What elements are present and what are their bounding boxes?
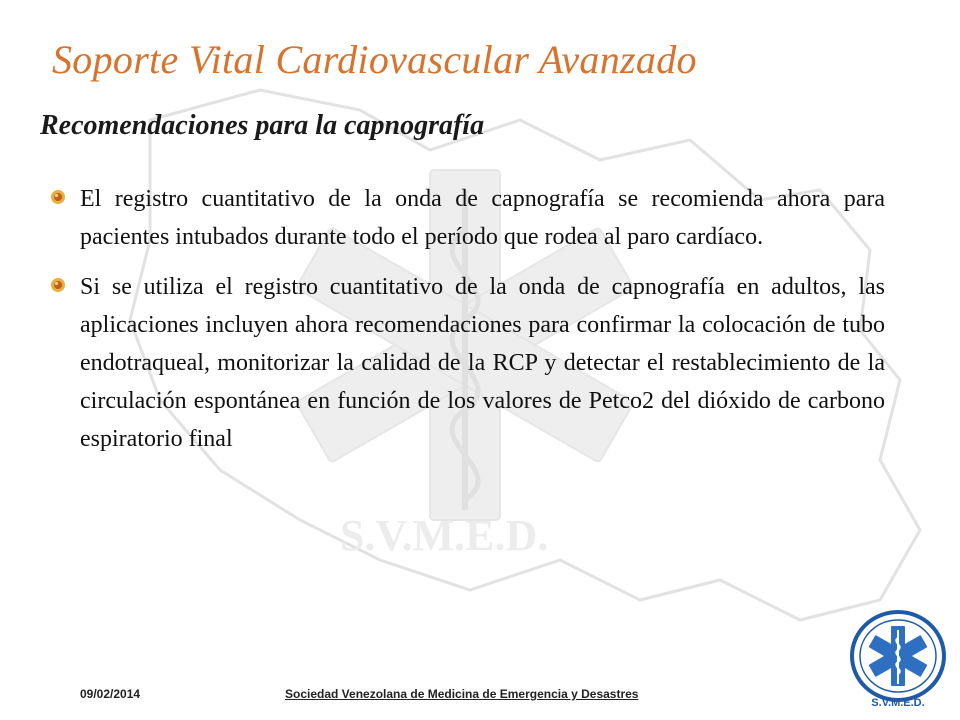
logo-label: S.V.M.E.D. — [871, 697, 925, 709]
sun-bullet-icon — [50, 180, 80, 210]
slide-title: Soporte Vital Cardiovascular Avanzado — [52, 37, 697, 82]
bullet-item — [50, 268, 885, 458]
footer-date: 09/02/2014 — [80, 687, 141, 701]
bullet-text: El registro cuantitativo de la onda de capnografía se recomienda ahora para pacientes intubados durante todo el período que rodea al paro cardíaco. — [80, 186, 885, 250]
bullet-item — [50, 180, 885, 256]
footer-organization: Sociedad Venezolana de Medicina de Emergencia y Desastres — [285, 687, 639, 701]
bullet-text: Si se utiliza el registro cuantitativo de la onda de capnografía en adultos, las aplicaciones incluyen ahora recomendaciones para confirmar la colocación de tubo endotraqueal, monitorizar la calidad de la RCP y detectar el restablecimiento de la circulación espontánea en función de los valores de Petco2 del dióxido de carbono espiratorio final — [80, 274, 885, 452]
svg-text:S.V.M.E.D.: S.V.M.E.D. — [340, 511, 549, 560]
bullet-list — [50, 180, 885, 470]
sun-bullet-icon — [50, 268, 80, 298]
slide-subtitle: Recomendaciones para la capnografía — [40, 110, 485, 141]
